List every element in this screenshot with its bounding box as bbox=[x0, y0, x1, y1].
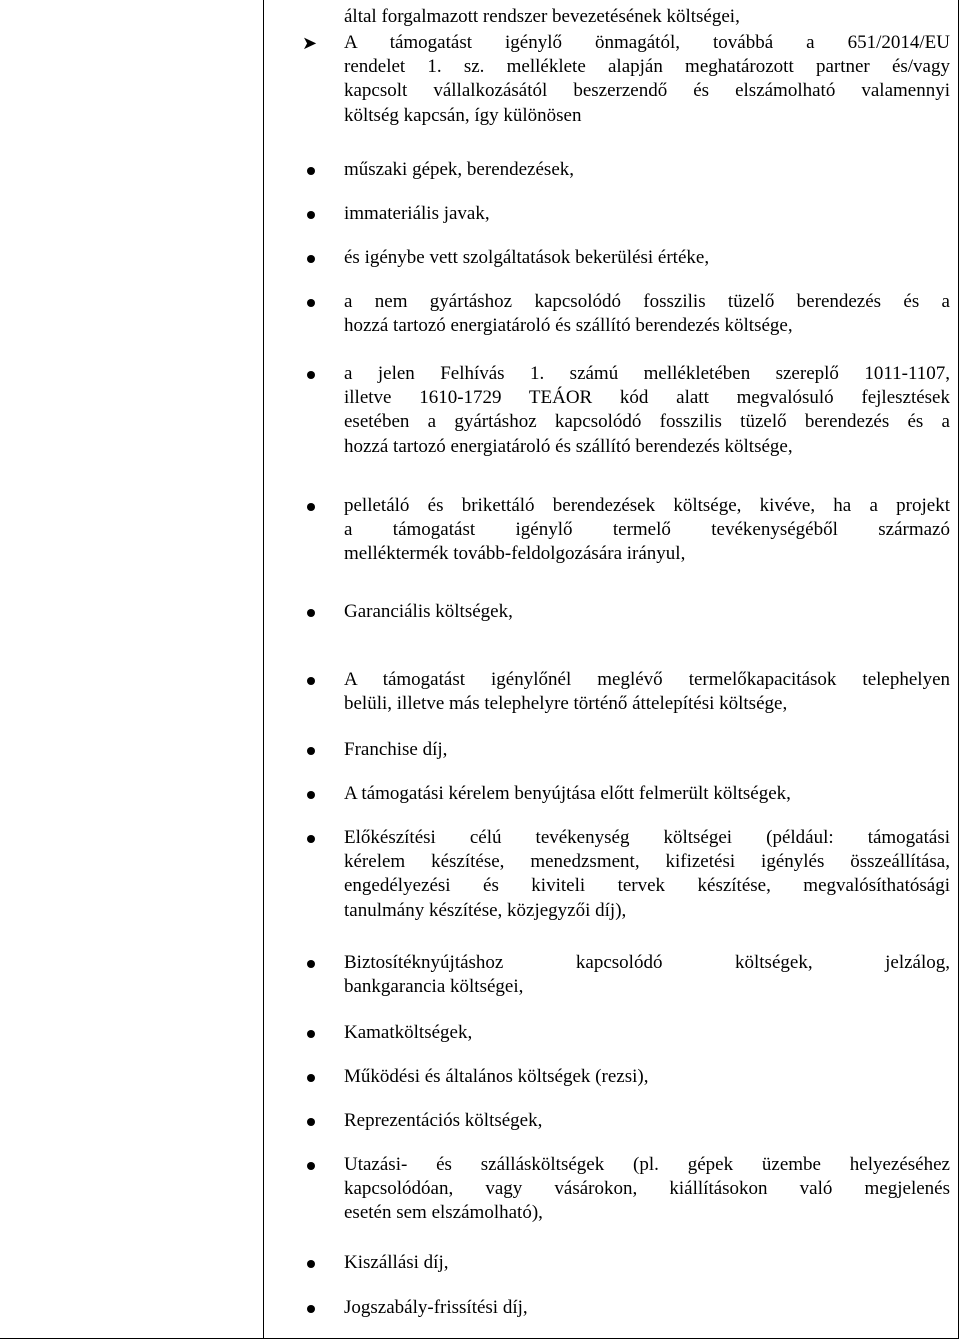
bullet-dot-icon bbox=[307, 503, 315, 511]
list-item-line: melléktermék tovább-feldolgozására irányul, bbox=[344, 543, 686, 565]
list-item-line: Reprezentációs költségek, bbox=[344, 1110, 543, 1131]
list-item bbox=[344, 668, 950, 716]
list-item-line: Kamatköltségek, bbox=[344, 1022, 473, 1043]
bullet-dot-icon bbox=[307, 609, 315, 617]
arrow-bullet-icon: ➤ bbox=[302, 33, 318, 53]
list-item bbox=[344, 1021, 950, 1045]
bullet-dot-icon bbox=[307, 1260, 315, 1268]
list-item bbox=[344, 202, 950, 226]
bullet-dot-icon bbox=[307, 1074, 315, 1082]
list-item bbox=[344, 600, 950, 624]
bullet-dot-icon bbox=[307, 371, 315, 379]
bullet-dot-icon bbox=[307, 211, 315, 219]
bullet-dot-icon bbox=[307, 1162, 315, 1170]
list-item-line: hozzá tartozó energiatároló és szállító berendezés költsége, bbox=[344, 435, 793, 457]
list-item-line: Jogszabály-frissítési díj, bbox=[344, 1297, 528, 1318]
list-item bbox=[344, 1296, 950, 1320]
list-item-line: belüli, illetve más telephelyre történő áttelepítési költsége, bbox=[344, 693, 788, 715]
list-item-line: esetén sem elszámolható), bbox=[344, 1202, 543, 1224]
list-item-line: kapcsolódóan, vagy vásárokon, kiállításokon való megjelenés bbox=[344, 1178, 950, 1200]
list-item-line: kérelem készítése, menedzsment, kifizetési igénylés összeállítása, bbox=[344, 851, 950, 873]
arrow-list-item: A támogatást igénylő önmagától, továbbá a 651/2014/EU rendelet 1. sz. melléklete alapján meghatározott partner és/vagy kapcsolt vállalkozásától beszerzendő és elszámolható valamennyi költség kapcsán, így különösen bbox=[344, 32, 950, 126]
intro-line: által forgalmazott rendszer bevezetésének költségei, bbox=[344, 6, 740, 27]
list-item bbox=[344, 1065, 950, 1089]
table-column-divider bbox=[263, 0, 264, 1339]
list-item-line: bankgarancia költségei, bbox=[344, 976, 524, 998]
list-item-line: hozzá tartozó energiatároló és szállító berendezés költsége, bbox=[344, 315, 793, 337]
list-item bbox=[344, 1251, 950, 1275]
list-item bbox=[344, 951, 950, 999]
list-item-line: esetében a gyártáshoz kapcsolódó fosszilis tüzelő berendezés és a bbox=[344, 411, 950, 433]
bullet-dot-icon bbox=[307, 167, 315, 175]
bullet-dot-icon bbox=[307, 1030, 315, 1038]
list-item-line: a támogatást igénylő termelő tevékenységéből származó bbox=[344, 519, 950, 541]
list-item-line: Előkészítési célú tevékenység költségei (például: támogatási bbox=[344, 827, 950, 848]
list-item bbox=[344, 494, 950, 567]
list-item-line: Kiszállási díj, bbox=[344, 1252, 449, 1273]
list-item-line: engedélyezési és kiviteli tervek készítése, megvalósíthatósági bbox=[344, 875, 950, 897]
list-item-line: Működési és általános költségek (rezsi), bbox=[344, 1066, 649, 1087]
bullet-dot-icon bbox=[307, 677, 315, 685]
list-item-line: A támogatást igénylőnél meglévő termelőkapacitások telephelyen bbox=[344, 669, 950, 690]
list-item-line: immateriális javak, bbox=[344, 203, 490, 224]
bullet-dot-icon bbox=[307, 299, 315, 307]
list-item bbox=[344, 1153, 950, 1226]
bullet-dot-icon bbox=[307, 1305, 315, 1313]
list-item-line: Biztosítéknyújtáshoz kapcsolódó költségek, jelzálog, bbox=[344, 952, 950, 973]
list-item-line: a jelen Felhívás 1. számú mellékletében szereplő 1011-1107, bbox=[344, 363, 950, 384]
list-item bbox=[344, 290, 950, 338]
list-item-line: Garanciális költségek, bbox=[344, 601, 513, 622]
list-item-line: és igénybe vett szolgáltatások bekerülési értéke, bbox=[344, 247, 710, 268]
list-item bbox=[344, 246, 950, 270]
bullet-dot-icon bbox=[307, 747, 315, 755]
bullet-dot-icon bbox=[307, 791, 315, 799]
list-item-line: Utazási- és szállásköltségek (pl. gépek üzembe helyezéséhez bbox=[344, 1154, 950, 1175]
list-item-line: a nem gyártáshoz kapcsolódó fosszilis tüzelő berendezés és a bbox=[344, 291, 950, 312]
bullet-dot-icon bbox=[307, 1118, 315, 1126]
list-item-line: A támogatási kérelem benyújtása előtt felmerült költségek, bbox=[344, 783, 791, 804]
list-item bbox=[344, 1109, 950, 1133]
list-item bbox=[344, 362, 950, 459]
bullet-dot-icon bbox=[307, 835, 315, 843]
list-item bbox=[344, 158, 950, 182]
list-item-line: tanulmány készítése, közjegyzői díj), bbox=[344, 899, 627, 921]
bullet-dot-icon bbox=[307, 960, 315, 968]
list-item bbox=[344, 826, 950, 923]
list-item bbox=[344, 738, 950, 762]
list-item-line: műszaki gépek, berendezések, bbox=[344, 159, 575, 180]
list-item-line: illetve 1610-1729 TEÁOR kód alatt megvalósuló fejlesztések bbox=[344, 387, 950, 409]
bullet-dot-icon bbox=[307, 255, 315, 263]
list-item bbox=[344, 782, 950, 806]
list-item-line: Franchise díj, bbox=[344, 739, 448, 760]
list-item-line: pelletáló és brikettáló berendezések költsége, kivéve, ha a projekt bbox=[344, 495, 950, 516]
